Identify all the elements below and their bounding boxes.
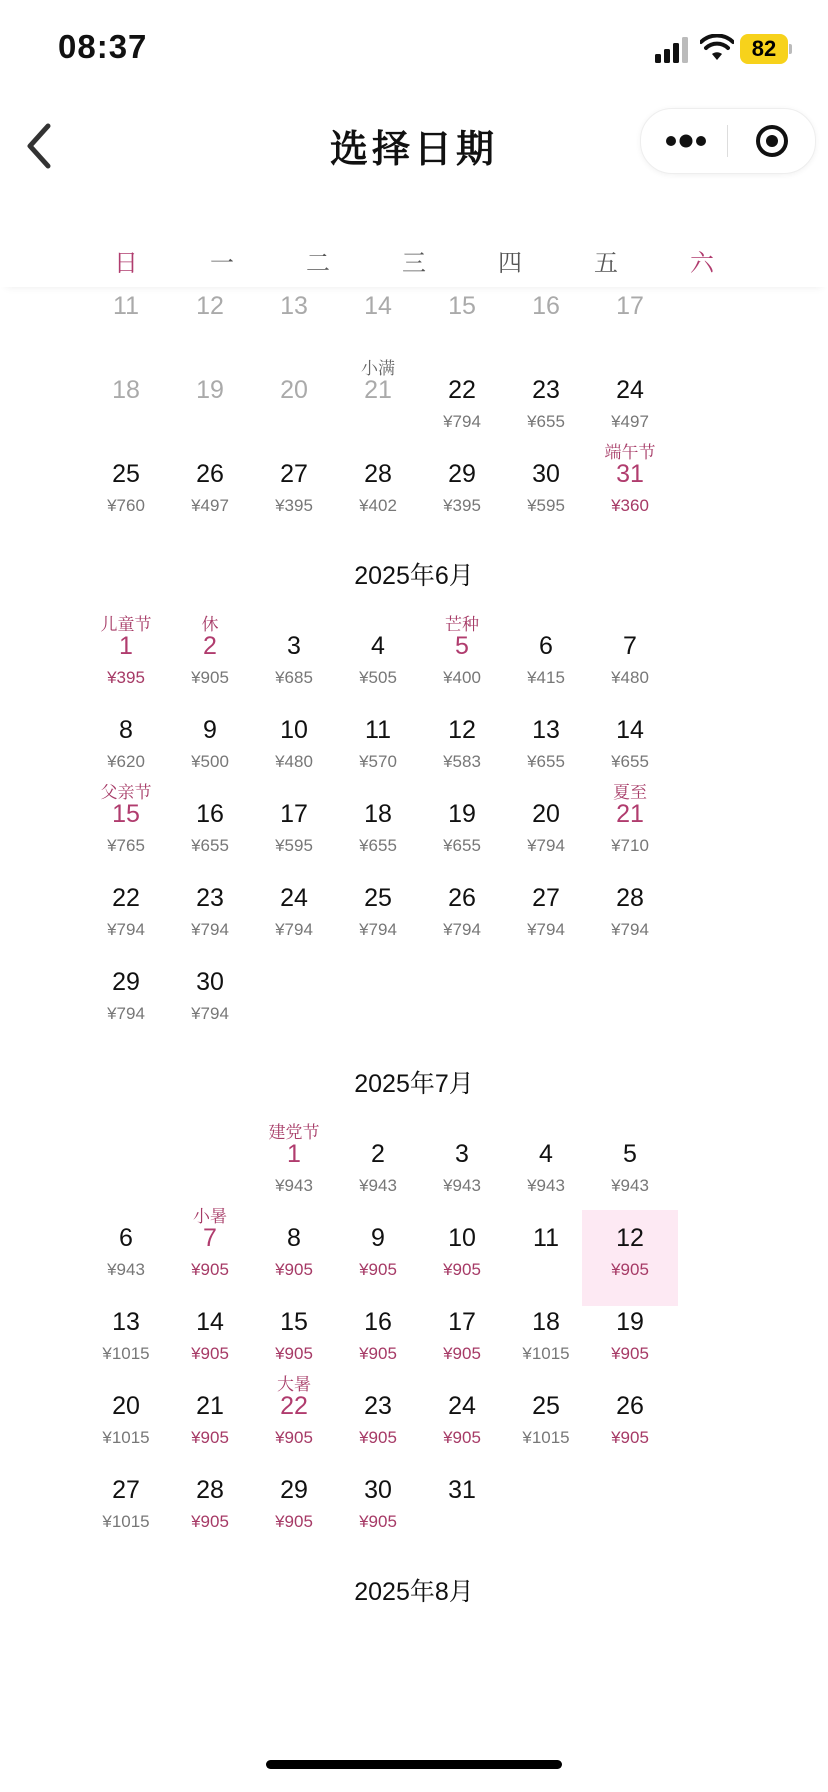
day-price: ¥760 [107, 496, 145, 515]
day-price: ¥402 [359, 496, 397, 515]
day-number: 3 [287, 632, 301, 660]
day-price: ¥905 [443, 1344, 481, 1363]
day-number: 11 [533, 1224, 559, 1252]
festival-label: 小暑 [193, 1207, 227, 1226]
weekday-fri: 五 [594, 250, 618, 277]
day-price: ¥497 [191, 496, 229, 515]
day-number: 29 [280, 1476, 308, 1504]
day-number: 16 [196, 800, 224, 828]
day-price: ¥794 [527, 836, 565, 855]
day-number: 27 [112, 1476, 140, 1504]
calendar-day[interactable] [414, 1294, 510, 1390]
calendar-day[interactable] [414, 870, 510, 966]
day-price: ¥1015 [522, 1344, 570, 1363]
calendar-day [78, 362, 174, 458]
day-number: 1 [119, 632, 133, 660]
day-price: ¥570 [359, 752, 397, 771]
festival-label: 大暑 [277, 1375, 311, 1394]
calendar-day[interactable] [330, 1210, 426, 1306]
day-price: ¥505 [359, 668, 397, 687]
weekday-wed: 三 [402, 250, 426, 277]
month-label: 2025年7月 [354, 1070, 474, 1098]
festival-label: 芒种 [445, 615, 479, 634]
calendar-day[interactable] [246, 702, 342, 798]
day-price: ¥583 [443, 752, 481, 771]
day-price: ¥794 [527, 920, 565, 939]
day-number: 22 [280, 1392, 308, 1420]
day-number: 14 [364, 292, 392, 320]
day-number: 19 [196, 376, 224, 404]
month-label: 2025年8月 [354, 1578, 474, 1606]
day-number: 20 [532, 800, 560, 828]
day-price: ¥794 [107, 920, 145, 939]
day-number: 30 [196, 968, 224, 996]
calendar-day[interactable] [78, 446, 174, 542]
weekday-header [0, 235, 828, 287]
day-price: ¥794 [443, 920, 481, 939]
festival-label: 建党节 [268, 1123, 320, 1142]
calendar-day[interactable] [498, 786, 594, 882]
day-price: ¥905 [191, 1260, 229, 1279]
status-time: 08:37 [58, 28, 148, 65]
day-number: 1 [287, 1140, 301, 1168]
day-number: 28 [616, 884, 644, 912]
calendar-day[interactable] [414, 1210, 510, 1306]
calendar-day[interactable] [582, 870, 678, 966]
calendar-day [414, 278, 510, 374]
calendar-day [246, 278, 342, 374]
day-price: ¥905 [191, 1512, 229, 1531]
calendar-day[interactable] [330, 446, 426, 542]
day-number: 23 [532, 376, 560, 404]
calendar-day-selected[interactable] [582, 1210, 678, 1306]
calendar-day[interactable] [498, 1126, 594, 1222]
day-number: 21 [196, 1392, 224, 1420]
day-price: ¥655 [527, 752, 565, 771]
day-number: 11 [113, 292, 139, 320]
day-price: ¥943 [611, 1176, 649, 1195]
festival-label: 端午节 [604, 443, 656, 462]
battery-indicator [740, 34, 792, 64]
day-number: 18 [364, 800, 392, 828]
day-number: 6 [119, 1224, 133, 1252]
day-number: 23 [196, 884, 224, 912]
calendar-day[interactable] [414, 702, 510, 798]
calendar-day[interactable] [78, 870, 174, 966]
day-price: ¥1015 [522, 1428, 570, 1447]
day-number: 25 [532, 1392, 560, 1420]
day-number: 9 [371, 1224, 385, 1252]
calendar-day [78, 278, 174, 374]
calendar-day[interactable] [246, 1123, 342, 1222]
calendar-day[interactable] [162, 1462, 258, 1558]
festival-label: 父亲节 [100, 783, 152, 802]
day-price: ¥685 [275, 668, 313, 687]
festival-label: 夏至 [613, 783, 647, 802]
day-number: 8 [119, 716, 133, 744]
day-number: 31 [448, 1476, 476, 1504]
calendar-day[interactable] [162, 786, 258, 882]
calendar-day[interactable] [330, 1294, 426, 1390]
calendar-day[interactable] [162, 702, 258, 798]
calendar-day[interactable] [414, 362, 510, 458]
calendar-day[interactable] [414, 786, 510, 882]
calendar-day[interactable] [246, 1210, 342, 1306]
day-price: ¥905 [191, 668, 229, 687]
calendar-day[interactable] [330, 1378, 426, 1474]
day-number: 20 [280, 376, 308, 404]
calendar-day[interactable] [330, 870, 426, 966]
weekday-sat: 六 [690, 250, 714, 277]
calendar-day[interactable] [78, 1462, 174, 1558]
day-price: ¥655 [191, 836, 229, 855]
day-number: 21 [364, 376, 392, 404]
calendar-day[interactable] [246, 446, 342, 542]
day-price: ¥1015 [102, 1344, 150, 1363]
weekday-thu: 四 [498, 250, 522, 277]
day-number: 22 [112, 884, 140, 912]
day-price: ¥360 [611, 496, 649, 515]
day-number: 17 [616, 292, 644, 320]
day-price: ¥500 [191, 752, 229, 771]
day-number: 4 [539, 1140, 553, 1168]
day-price: ¥905 [275, 1428, 313, 1447]
day-price: ¥943 [359, 1176, 397, 1195]
day-number: 13 [532, 716, 560, 744]
day-price: ¥905 [359, 1512, 397, 1531]
calendar-day[interactable] [246, 1462, 342, 1558]
home-indicator [266, 1760, 562, 1769]
calendar-day[interactable] [582, 1294, 678, 1390]
day-price: ¥794 [191, 1004, 229, 1023]
day-number: 12 [616, 1224, 644, 1252]
calendar-day[interactable] [246, 1375, 342, 1474]
day-number: 16 [364, 1308, 392, 1336]
calendar-day[interactable] [414, 1462, 510, 1558]
day-number: 20 [112, 1392, 140, 1420]
day-price: ¥943 [275, 1176, 313, 1195]
calendar-day[interactable] [78, 1210, 174, 1306]
day-price: ¥905 [359, 1428, 397, 1447]
month-label: 2025年6月 [354, 562, 474, 590]
day-number: 31 [616, 460, 644, 488]
day-number: 22 [448, 376, 476, 404]
day-price: ¥943 [527, 1176, 565, 1195]
day-number: 8 [287, 1224, 301, 1252]
day-number: 5 [455, 632, 469, 660]
target-icon[interactable] [729, 109, 815, 173]
day-price: ¥400 [443, 668, 481, 687]
day-number: 26 [196, 460, 224, 488]
day-price: ¥905 [443, 1260, 481, 1279]
calendar-day[interactable] [582, 1126, 678, 1222]
day-number: 2 [371, 1140, 385, 1168]
page-title: 选择日期 [329, 129, 498, 171]
calendar-day[interactable] [498, 618, 594, 714]
day-number: 16 [532, 292, 560, 320]
calendar-day [582, 278, 678, 374]
calendar-day[interactable] [414, 1126, 510, 1222]
calendar-day[interactable] [498, 1210, 594, 1306]
calendar-day[interactable] [498, 1294, 594, 1390]
day-number: 30 [532, 460, 560, 488]
day-number: 7 [623, 632, 637, 660]
calendar-day[interactable] [582, 618, 678, 714]
day-price: ¥905 [443, 1428, 481, 1447]
calendar-day[interactable] [162, 1294, 258, 1390]
battery-level: 82 [740, 34, 788, 64]
day-number: 12 [448, 716, 476, 744]
day-price: ¥595 [275, 836, 313, 855]
day-number: 18 [532, 1308, 560, 1336]
day-number: 29 [112, 968, 140, 996]
calendar-day[interactable] [582, 443, 678, 542]
calendar-day[interactable] [330, 702, 426, 798]
calendar-grid [0, 288, 828, 1728]
day-number: 3 [455, 1140, 469, 1168]
weekday-sun: 日 [114, 250, 138, 277]
day-price: ¥395 [443, 496, 481, 515]
day-price: ¥905 [611, 1260, 649, 1279]
day-number: 10 [448, 1224, 476, 1252]
day-number: 5 [623, 1140, 637, 1168]
day-price: ¥710 [611, 836, 649, 855]
calendar-day[interactable] [414, 615, 510, 714]
calendar-day[interactable] [78, 615, 174, 714]
battery-nub [789, 44, 792, 54]
day-price: ¥480 [275, 752, 313, 771]
festival-label: 休 [201, 615, 219, 634]
day-number: 29 [448, 460, 476, 488]
festival-label: 小满 [361, 359, 395, 378]
day-number: 7 [203, 1224, 217, 1252]
day-price: ¥655 [527, 412, 565, 431]
day-price: ¥1015 [102, 1428, 150, 1447]
day-number: 18 [112, 376, 140, 404]
day-price: ¥905 [611, 1428, 649, 1447]
calendar-day[interactable] [498, 362, 594, 458]
day-price: ¥655 [359, 836, 397, 855]
wifi-icon [700, 34, 734, 62]
calendar-day[interactable] [330, 1126, 426, 1222]
day-price: ¥497 [611, 412, 649, 431]
calendar-day[interactable] [498, 870, 594, 966]
day-price: ¥794 [107, 1004, 145, 1023]
day-number: 25 [364, 884, 392, 912]
day-number: 19 [448, 800, 476, 828]
day-price: ¥655 [611, 752, 649, 771]
day-price: ¥905 [359, 1344, 397, 1363]
calendar-day[interactable] [582, 1378, 678, 1474]
day-number: 13 [280, 292, 308, 320]
day-price: ¥943 [443, 1176, 481, 1195]
day-number: 17 [280, 800, 308, 828]
day-price: ¥765 [107, 836, 145, 855]
calendar-day[interactable] [246, 870, 342, 966]
day-price: ¥905 [275, 1512, 313, 1531]
day-number: 14 [616, 716, 644, 744]
day-price: ¥620 [107, 752, 145, 771]
day-price: ¥905 [275, 1260, 313, 1279]
calendar-day[interactable] [330, 618, 426, 714]
calendar-day[interactable] [162, 615, 258, 714]
calendar-day[interactable] [78, 954, 174, 1050]
day-number: 15 [112, 800, 140, 828]
day-number: 14 [196, 1308, 224, 1336]
calendar-day[interactable] [78, 1294, 174, 1390]
day-number: 15 [448, 292, 476, 320]
day-number: 26 [616, 1392, 644, 1420]
day-price: ¥943 [107, 1260, 145, 1279]
calendar-day[interactable] [162, 1378, 258, 1474]
day-number: 2 [203, 632, 217, 660]
day-number: 21 [616, 800, 644, 828]
festival-label: 儿童节 [100, 615, 152, 634]
day-number: 12 [196, 292, 224, 320]
day-price: ¥415 [527, 668, 565, 687]
day-number: 6 [539, 632, 553, 660]
day-number: 25 [112, 460, 140, 488]
day-price: ¥655 [443, 836, 481, 855]
weekday-tue: 二 [306, 250, 330, 277]
day-number: 17 [448, 1308, 476, 1336]
weekday-mon: 一 [210, 250, 234, 277]
calendar-day[interactable] [498, 702, 594, 798]
day-number: 13 [112, 1308, 140, 1336]
calendar-day[interactable] [498, 1378, 594, 1474]
day-price: ¥905 [191, 1344, 229, 1363]
day-number: 11 [365, 716, 391, 744]
day-number: 10 [280, 716, 308, 744]
day-price: ¥905 [191, 1428, 229, 1447]
capsule-divider [727, 125, 728, 157]
calendar-day [162, 278, 258, 374]
day-price: ¥395 [275, 496, 313, 515]
calendar-day[interactable] [330, 786, 426, 882]
calendar-day[interactable] [498, 446, 594, 542]
nav-bar [0, 100, 828, 200]
day-price: ¥794 [359, 920, 397, 939]
day-number: 28 [364, 460, 392, 488]
day-number: 27 [532, 884, 560, 912]
day-price: ¥905 [359, 1260, 397, 1279]
calendar-day[interactable] [78, 1378, 174, 1474]
calendar-day[interactable] [162, 954, 258, 1050]
status-bar [0, 0, 828, 100]
day-number: 19 [616, 1308, 644, 1336]
calendar-day [330, 359, 426, 458]
day-number: 24 [616, 376, 644, 404]
day-price: ¥1015 [102, 1512, 150, 1531]
day-number: 24 [448, 1392, 476, 1420]
calendar-day[interactable] [78, 783, 174, 882]
day-price: ¥480 [611, 668, 649, 687]
day-number: 9 [203, 716, 217, 744]
day-price: ¥794 [443, 412, 481, 431]
calendar-day [162, 362, 258, 458]
mini-program-capsule [640, 108, 816, 174]
day-price: ¥595 [527, 496, 565, 515]
day-price: ¥794 [191, 920, 229, 939]
calendar-day[interactable] [162, 446, 258, 542]
calendar-day [246, 362, 342, 458]
calendar-day[interactable] [162, 870, 258, 966]
day-price: ¥905 [611, 1344, 649, 1363]
calendar-day[interactable] [162, 1207, 258, 1306]
day-number: 30 [364, 1476, 392, 1504]
day-price: ¥905 [275, 1344, 313, 1363]
calendar-day[interactable] [246, 786, 342, 882]
day-number: 27 [280, 460, 308, 488]
calendar-day [498, 278, 594, 374]
day-number: 23 [364, 1392, 392, 1420]
calendar-day[interactable] [246, 618, 342, 714]
day-price: ¥794 [611, 920, 649, 939]
signal-icon [654, 36, 690, 64]
day-number: 15 [280, 1308, 308, 1336]
calendar-day[interactable] [414, 446, 510, 542]
day-number: 28 [196, 1476, 224, 1504]
day-number: 26 [448, 884, 476, 912]
calendar-day[interactable] [414, 1378, 510, 1474]
day-number: 24 [280, 884, 308, 912]
more-dots-icon[interactable] [641, 109, 727, 173]
day-price: ¥794 [275, 920, 313, 939]
day-price: ¥395 [107, 668, 145, 687]
calendar-day[interactable] [330, 1462, 426, 1558]
day-number: 4 [371, 632, 385, 660]
calendar-day[interactable] [582, 783, 678, 882]
